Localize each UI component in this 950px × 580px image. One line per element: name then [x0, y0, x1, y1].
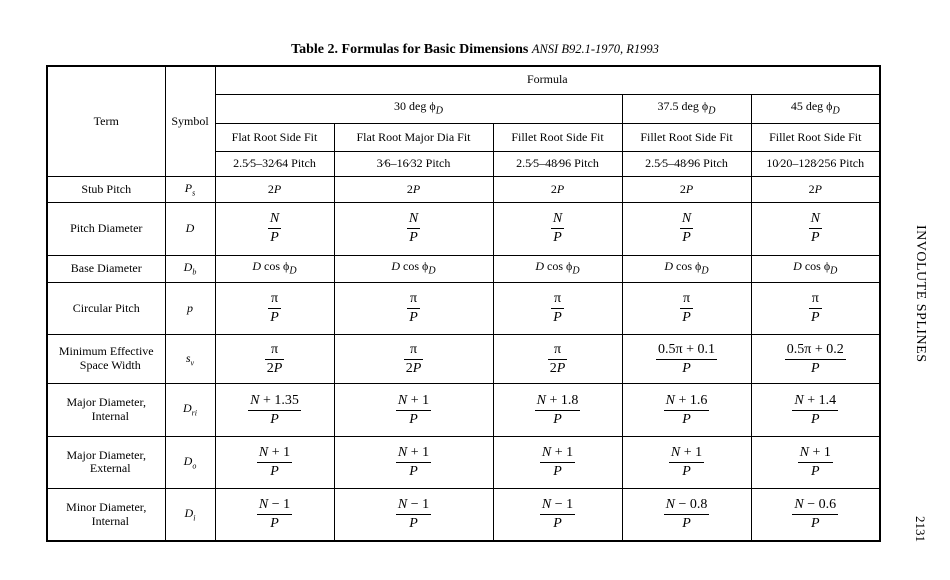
header-formula: Formula	[215, 66, 880, 94]
term-cell: Base Diameter	[47, 255, 165, 282]
symbol-cell: $P_s$	[165, 177, 215, 203]
fraction: $\frac{N - 1}{P}$	[541, 496, 574, 532]
fraction: $\frac{N + 1}{P}$	[397, 444, 430, 479]
symbol-cell: $D_i$	[165, 489, 215, 541]
fraction: $\frac{\pi}{P}$	[682, 290, 691, 325]
symbol-cell: $D_b$	[165, 255, 215, 282]
symbol-cell: p	[165, 282, 215, 334]
header-fit: Fillet Root Side Fit	[493, 123, 622, 151]
fraction: $\frac{N + 1.8}{P}$	[536, 392, 579, 427]
fraction: $\frac{N - 0.8}{P}$	[665, 496, 708, 532]
term-cell: Minor Diameter, Internal	[47, 489, 165, 541]
formula-cell	[622, 384, 751, 436]
formula-cell: D $\cos \phi_D$	[622, 255, 751, 282]
fraction: $\frac{N + 1}{P}$	[258, 444, 291, 479]
formula-cell: 2P	[493, 177, 622, 203]
fraction: $\frac{N - 0.6}{P}$	[794, 496, 837, 532]
formula-cell: D $\cos \phi_D$	[215, 255, 334, 282]
fraction: $\frac{\pi}{P}$	[553, 290, 562, 325]
header-pitch: 2.5⁄5–48⁄96 Pitch	[622, 152, 751, 177]
formula-cell	[751, 282, 880, 334]
term-cell: Stub Pitch	[47, 177, 165, 203]
formula-cell	[493, 436, 622, 488]
table-row	[47, 489, 880, 541]
fraction: $\frac{\pi}{2P}$	[549, 341, 566, 376]
table-row	[47, 203, 880, 255]
fraction: $\frac{0.5\pi + 0.1}{P}$	[658, 341, 715, 376]
formula-cell: 2P	[215, 177, 334, 203]
table-title	[0, 42, 950, 58]
fraction: $\frac{N - 1}{P}$	[258, 496, 291, 532]
header-pitch: 3⁄6–16⁄32 Pitch	[334, 152, 493, 177]
fraction: $\frac{N}{P}$	[552, 211, 563, 246]
fraction: $\frac{N + 1}{P}$	[670, 444, 703, 479]
header-term: Term	[47, 66, 165, 177]
term-cell: Major Diameter, External	[47, 436, 165, 488]
formula-cell	[215, 436, 334, 488]
formula-cell	[751, 335, 880, 384]
formula-cell	[751, 384, 880, 436]
symbol-cell: D	[165, 203, 215, 255]
table-row	[47, 255, 880, 282]
fraction: $\frac{N + 1.4}{P}$	[794, 392, 837, 427]
formula-cell	[493, 489, 622, 541]
symbol-cell: $s_v$	[165, 335, 215, 384]
fraction: $\frac{\pi}{2P}$	[405, 341, 422, 376]
fraction: $\frac{N + 1}{P}$	[397, 392, 430, 427]
formula-cell: 2P	[622, 177, 751, 203]
header-symbol: Symbol	[165, 66, 215, 177]
formula-cell	[334, 203, 493, 255]
formula-cell	[215, 384, 334, 436]
formula-cell: D $\cos \phi_D$	[751, 255, 880, 282]
fraction: $\frac{N + 1}{P}$	[799, 444, 831, 479]
header-angle-30: 30 deg $\phi_D$	[215, 94, 622, 123]
fraction: $\frac{N - 1}{P}$	[397, 496, 430, 532]
fraction: $\frac{N + 1.6}{P}$	[665, 392, 708, 427]
formula-cell	[215, 203, 334, 255]
formula-cell	[215, 282, 334, 334]
symbol-cell: $D_{ri}$	[165, 384, 215, 436]
symbol-cell: $D_o$	[165, 436, 215, 488]
formula-cell	[493, 384, 622, 436]
formula-cell: 2P	[334, 177, 493, 203]
table-row	[47, 177, 880, 203]
header-pitch: 2.5⁄5–32⁄64 Pitch	[215, 152, 334, 177]
fraction: $\frac{N}{P}$	[810, 211, 820, 246]
fraction: $\frac{N}{P}$	[408, 211, 419, 246]
formula-cell	[493, 282, 622, 334]
fraction: $\frac{\pi}{P}$	[270, 290, 279, 325]
formula-cell	[622, 203, 751, 255]
formula-cell	[334, 489, 493, 541]
formula-cell	[622, 335, 751, 384]
fraction: $\frac{0.5\pi + 0.2}{P}$	[786, 341, 844, 376]
formula-cell: 2P	[751, 177, 880, 203]
header-angle-45: 45 deg $\phi_D$	[751, 94, 880, 123]
formula-cell	[622, 436, 751, 488]
term-cell: Minimum Effective Space Width	[47, 335, 165, 384]
formula-cell	[622, 282, 751, 334]
formulas-table	[46, 65, 881, 542]
page-number: 2131	[913, 516, 928, 542]
fraction: $\frac{N + 1.35}{P}$	[250, 392, 299, 427]
term-cell: Major Diameter, Internal	[47, 384, 165, 436]
fraction: $\frac{\pi}{2P}$	[266, 341, 283, 376]
table-row	[47, 436, 880, 488]
formula-cell	[334, 436, 493, 488]
table-title-standard: ANSI B92.1-1970, R1993	[531, 42, 659, 56]
header-fit: Fillet Root Side Fit	[751, 123, 880, 151]
header-pitch: 2.5⁄5–48⁄96 Pitch	[493, 152, 622, 177]
formula-cell	[215, 335, 334, 384]
term-cell: Circular Pitch	[47, 282, 165, 334]
formula-cell	[334, 335, 493, 384]
header-fit: Flat Root Side Fit	[215, 123, 334, 151]
formula-cell	[622, 489, 751, 541]
formula-cell	[493, 203, 622, 255]
fraction: $\frac{\pi}{P}$	[810, 290, 820, 325]
header-fit: Flat Root Major Dia Fit	[334, 123, 493, 151]
side-label: INVOLUTE SPLINES	[913, 225, 928, 363]
formula-cell: D $\cos \phi_D$	[493, 255, 622, 282]
header-fit: Fillet Root Side Fit	[622, 123, 751, 151]
fraction: $\frac{N}{P}$	[269, 211, 280, 246]
formula-cell	[751, 203, 880, 255]
formula-cell	[334, 384, 493, 436]
formula-cell	[334, 282, 493, 334]
table-row	[47, 335, 880, 384]
fraction: $\frac{N + 1}{P}$	[541, 444, 574, 479]
fraction: $\frac{N}{P}$	[681, 211, 692, 246]
formula-cell	[751, 489, 880, 541]
term-cell: Pitch Diameter	[47, 203, 165, 255]
fraction: $\frac{\pi}{P}$	[409, 290, 418, 325]
formula-cell	[493, 335, 622, 384]
table-row	[47, 282, 880, 334]
table-title-main: Table 2. Formulas for Basic Dimensions	[291, 42, 529, 57]
table-row	[47, 384, 880, 436]
formula-cell	[751, 436, 880, 488]
formula-cell	[215, 489, 334, 541]
formula-cell: D $\cos \phi_D$	[334, 255, 493, 282]
header-angle-37-5: 37.5 deg $\phi_D$	[622, 94, 751, 123]
header-pitch: 10⁄20–128⁄256 Pitch	[751, 152, 880, 177]
